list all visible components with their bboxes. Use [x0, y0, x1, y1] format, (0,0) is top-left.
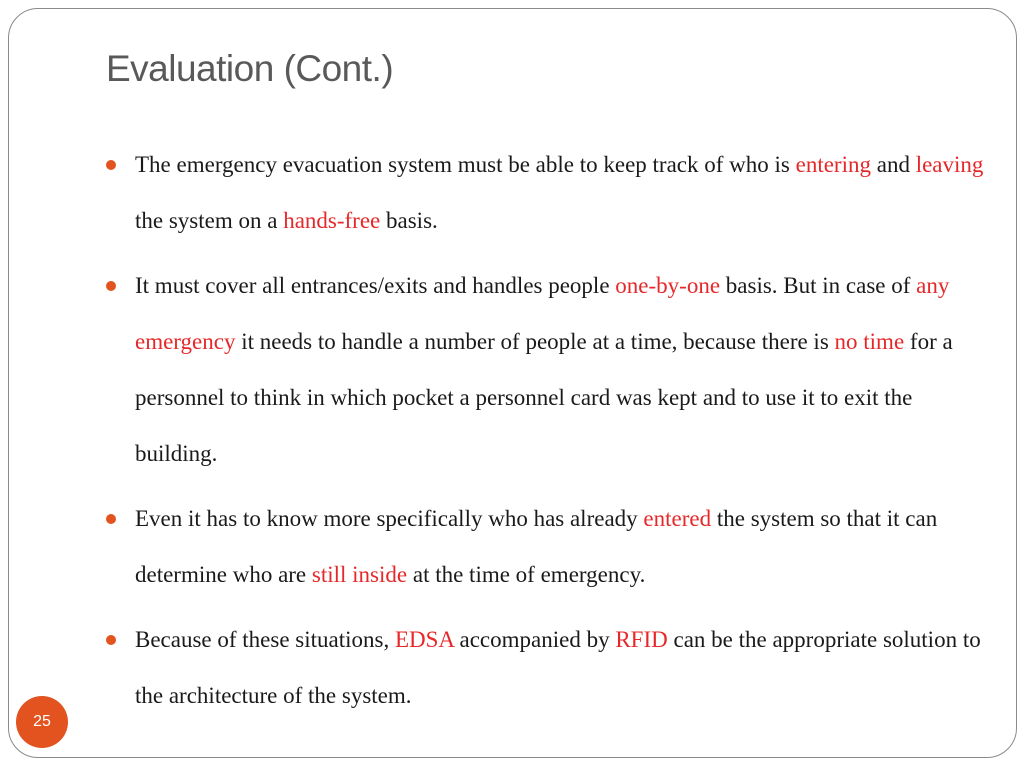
- highlighted-term: RFID: [615, 627, 668, 652]
- bullet-dot-icon: [106, 281, 116, 291]
- segment: The emergency evacuation system must be able to keep track of who is: [135, 152, 796, 177]
- segment: basis.: [380, 208, 438, 233]
- highlighted-term: EDSA: [394, 627, 454, 652]
- segment: for a personnel to think in which pocket a personnel card was kept and to use it to exit the building.: [135, 329, 953, 466]
- page-number-badge: 25: [16, 696, 68, 748]
- highlighted-term: still inside: [311, 562, 408, 587]
- segment: can be the appropriate solution to the architecture of the system.: [135, 627, 981, 708]
- segment: It must cover all entrances/exits and handles people: [135, 273, 616, 298]
- bullet-list: [106, 137, 986, 724]
- highlighted-term: hands-free: [283, 208, 381, 233]
- highlighted-term: entering: [795, 152, 871, 177]
- bullet-dot-icon: [106, 514, 116, 524]
- segment: at the time of emergency.: [407, 562, 646, 587]
- segment: basis. But in case of: [720, 273, 917, 298]
- bullet-item: [106, 137, 986, 249]
- bullet-dot-icon: [106, 160, 116, 170]
- highlighted-term: entered: [643, 506, 712, 531]
- highlighted-term: one-by-one: [615, 273, 721, 298]
- bullet-dot-icon: [106, 635, 116, 645]
- segment: accompanied by: [453, 627, 616, 652]
- segment: Because of these situations,: [135, 627, 395, 652]
- slide-title: Evaluation (Cont.): [106, 48, 394, 89]
- highlighted-term: no time: [834, 329, 905, 354]
- segment: it needs to handle a number of people at a time, because there is: [235, 329, 835, 354]
- segment: and: [870, 152, 916, 177]
- bullet-item: [106, 612, 986, 724]
- bullet-item: [106, 258, 986, 482]
- segment: Even it has to know more specifically who has already: [135, 506, 644, 531]
- slide-content: [106, 137, 986, 733]
- segment: the system on a: [135, 208, 284, 233]
- highlighted-term: any emergency: [135, 273, 950, 354]
- bullet-item: [106, 491, 986, 603]
- segment: the system so that it can determine who are: [135, 506, 938, 587]
- highlighted-term: leaving: [915, 152, 984, 177]
